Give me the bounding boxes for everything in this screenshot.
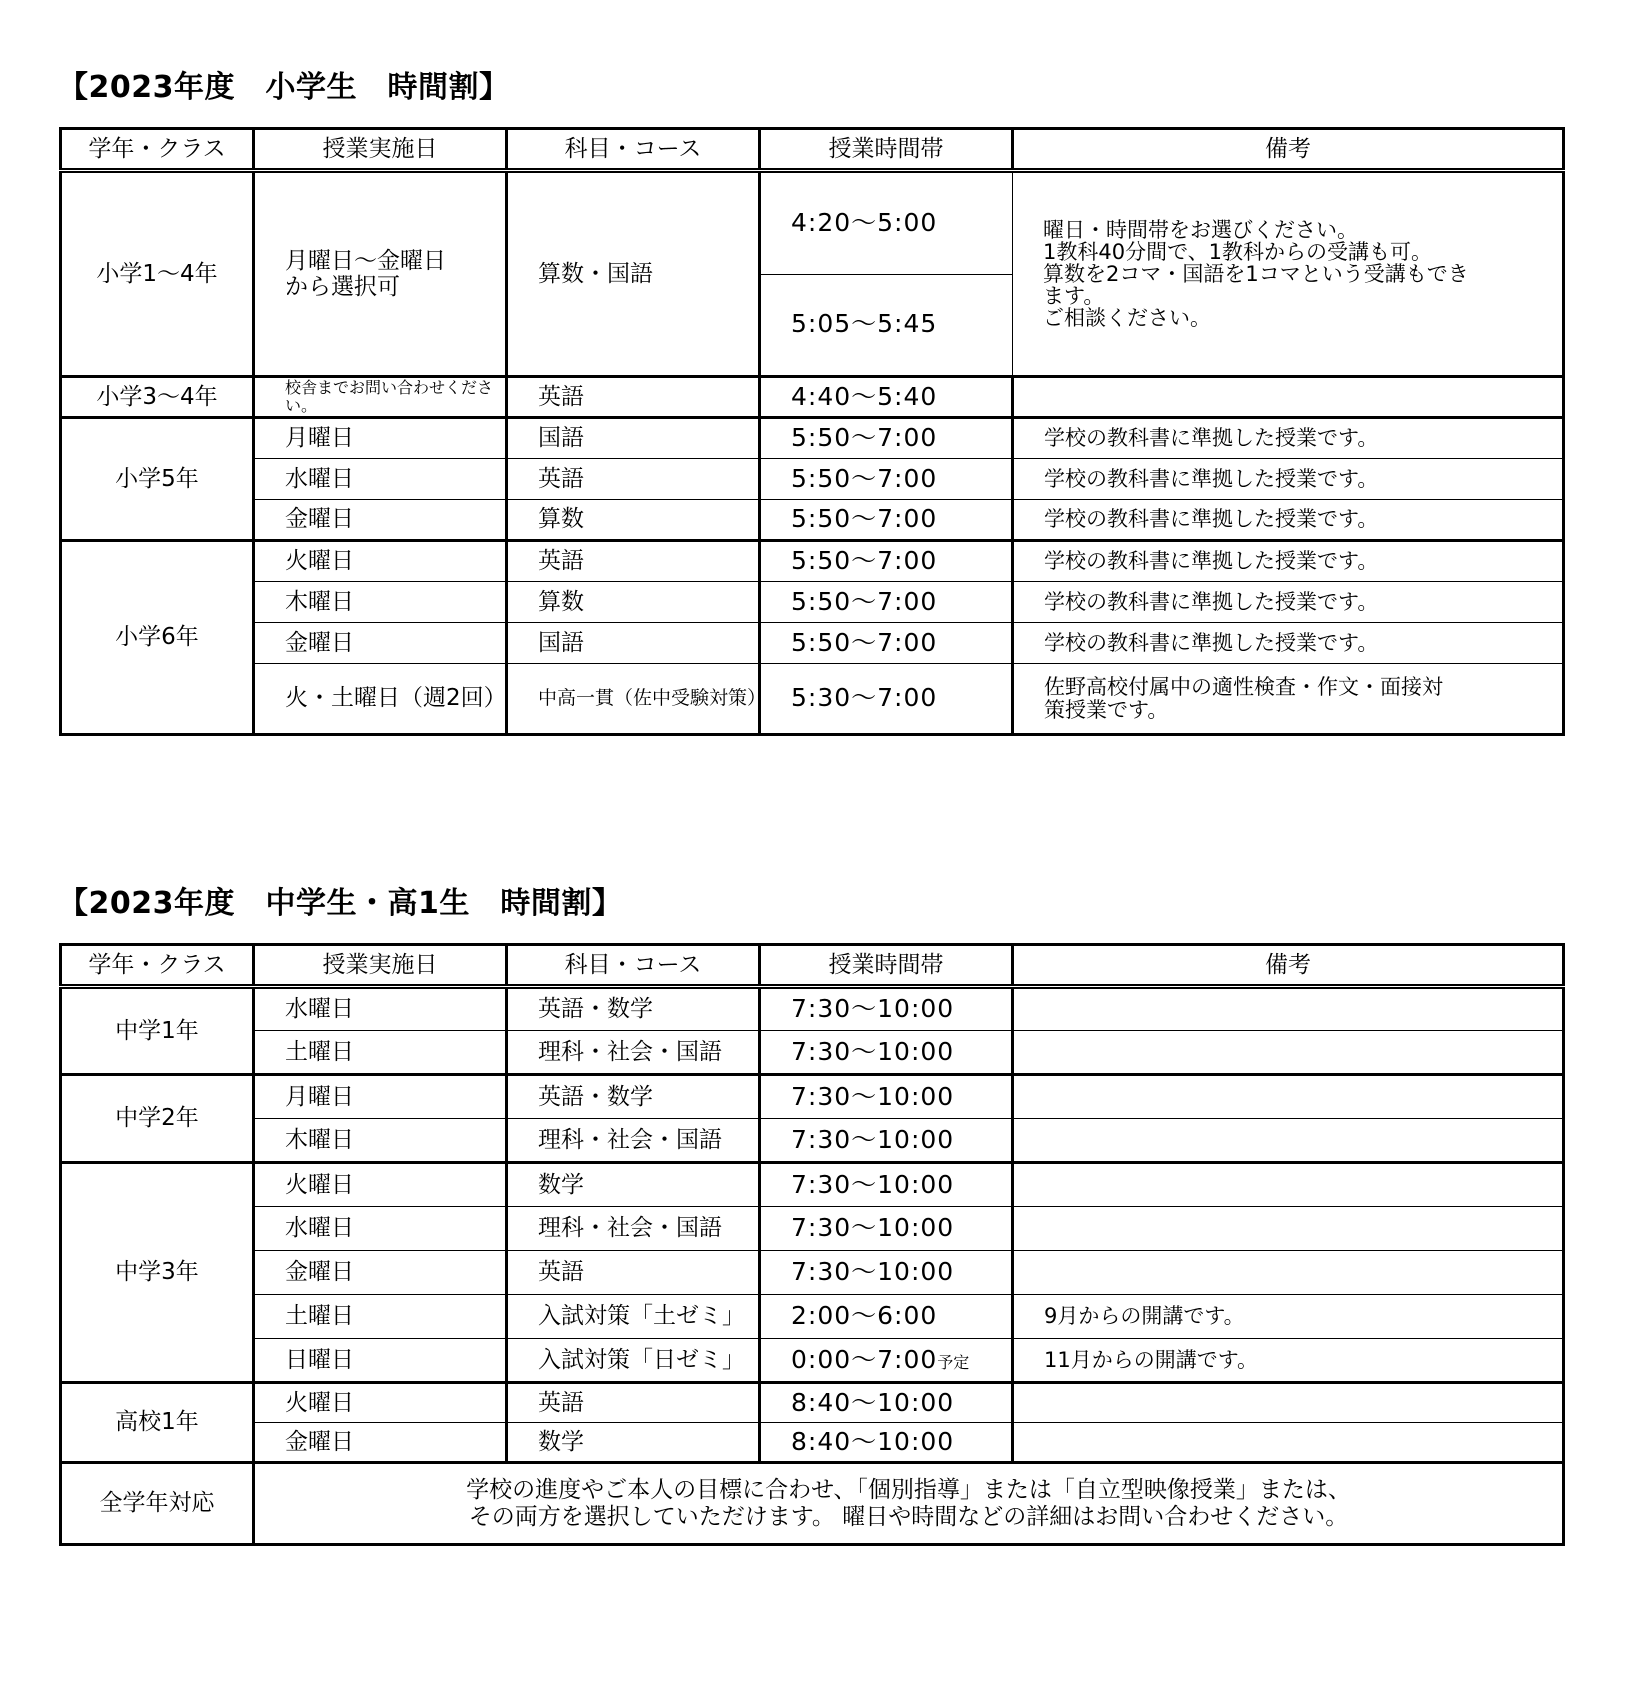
day-cell: 金曜日	[254, 1251, 507, 1295]
time-cell: 5:50～7:00	[760, 500, 1013, 541]
header-row	[61, 129, 1564, 171]
time-cell: 8:40～10:00	[760, 1423, 1013, 1463]
note-cell: 学校の教科書に準拠した授業です。	[1013, 459, 1564, 500]
note-cell	[1013, 1383, 1564, 1423]
header-row	[61, 945, 1564, 987]
day-cell: 月曜日	[254, 418, 507, 459]
note-cell	[1013, 1251, 1564, 1295]
grade-cell: 高校1年	[61, 1383, 254, 1463]
day-cell: 土曜日	[254, 1295, 507, 1339]
table-row	[61, 418, 1564, 459]
day-cell: 木曜日	[254, 1119, 507, 1163]
time-suffix: 予定	[937, 1352, 970, 1372]
note-cell: 9月からの開講です。	[1013, 1295, 1564, 1339]
note-cell	[1013, 1031, 1564, 1075]
grade-cell: 全学年対応	[61, 1463, 254, 1545]
day-cell: 火曜日	[254, 1383, 507, 1423]
elementary-timetable	[59, 127, 1565, 736]
note-line: ます。	[1043, 284, 1105, 309]
time-slot: 4:20～5:00	[761, 173, 1012, 275]
note-cell	[1013, 987, 1564, 1031]
header-time: 授業時間帯	[760, 945, 1013, 987]
time-cell: 5:30～7:00	[760, 664, 1013, 735]
time-cell: 4:40～5:40	[760, 377, 1013, 418]
note-line: 1教科40分間で、1教科からの受講も可。	[1043, 239, 1433, 264]
day-line: から選択可	[285, 274, 400, 300]
table-row	[61, 664, 1564, 735]
table-row	[61, 1463, 1564, 1545]
time-cell: 5:50～7:00	[760, 623, 1013, 664]
time-cell: 7:30～10:00	[760, 1251, 1013, 1295]
note-cell	[1013, 664, 1564, 735]
subject-cell: 算数・国語	[507, 171, 760, 377]
header-day: 授業実施日	[254, 129, 507, 171]
header-grade: 学年・クラス	[61, 129, 254, 171]
subject-cell: 英語	[507, 377, 760, 418]
subject-cell: 英語・数学	[507, 1075, 760, 1119]
day-cell: 火曜日	[254, 541, 507, 582]
time-value: 0:00～7:00	[791, 1344, 938, 1374]
day-cell: 水曜日	[254, 987, 507, 1031]
day-line: 月曜日～金曜日	[285, 247, 446, 274]
header-note: 備考	[1013, 945, 1564, 987]
table-row	[61, 1251, 1564, 1295]
junior-title: 【2023年度 中学生・高1生 時間割】	[58, 886, 623, 921]
time-cell: 7:30～10:00	[760, 1119, 1013, 1163]
header-subject: 科目・コース	[507, 129, 760, 171]
note-line: 策授業です。	[1044, 697, 1169, 722]
time-cell: 7:30～10:00	[760, 987, 1013, 1031]
note-cell	[1013, 1207, 1564, 1251]
note-cell	[1013, 1119, 1564, 1163]
day-cell: 金曜日	[254, 623, 507, 664]
note-cell: 学校の教科書に準拠した授業です。	[1013, 418, 1564, 459]
table-row	[61, 1383, 1564, 1423]
note-cell	[1013, 1075, 1564, 1119]
day-cell	[254, 171, 507, 377]
table-row	[61, 1423, 1564, 1463]
time-cell: 5:50～7:00	[760, 418, 1013, 459]
subject-cell: 理科・社会・国語	[507, 1207, 760, 1251]
table-row	[61, 500, 1564, 541]
day-cell: 火・土曜日（週2回）	[254, 664, 507, 735]
note-cell: 学校の教科書に準拠した授業です。	[1013, 623, 1564, 664]
grade-cell: 小学5年	[61, 418, 254, 541]
subject-cell: 国語	[507, 418, 760, 459]
note-line: その両方を選択していただけます。 曜日や時間などの詳細はお問い合わせください。	[468, 1503, 1349, 1530]
day-cell: 校舎までお問い合わせください。	[254, 377, 507, 418]
subject-cell: 英語	[507, 1251, 760, 1295]
note-cell	[1013, 171, 1564, 377]
table-row	[61, 1339, 1564, 1383]
subject-cell: 英語	[507, 541, 760, 582]
table-row	[61, 582, 1564, 623]
table-row	[61, 541, 1564, 582]
subject-cell: 算数	[507, 500, 760, 541]
table-row	[61, 1295, 1564, 1339]
day-cell: 月曜日	[254, 1075, 507, 1119]
subject-cell: 英語	[507, 459, 760, 500]
header-time: 授業時間帯	[760, 129, 1013, 171]
table-row	[61, 1075, 1564, 1119]
note-line: 算数を2コマ・国語を1コマという受講もでき	[1043, 261, 1469, 286]
grade-cell: 中学3年	[61, 1163, 254, 1383]
table-row	[61, 1119, 1564, 1163]
grade-cell: 小学3～4年	[61, 377, 254, 418]
time-cell: 5:50～7:00	[760, 459, 1013, 500]
grade-cell: 中学1年	[61, 987, 254, 1075]
all-grade-note	[254, 1463, 1564, 1545]
time-cell: 5:50～7:00	[760, 582, 1013, 623]
day-cell: 日曜日	[254, 1339, 507, 1383]
note-line: 学校の進度やご本人の目標に合わせ、「個別指導」または「自立型映像授業」または、	[466, 1477, 1351, 1504]
day-cell: 金曜日	[254, 500, 507, 541]
note-cell	[1013, 377, 1564, 418]
table-row	[61, 459, 1564, 500]
time-cell: 7:30～10:00	[760, 1031, 1013, 1075]
elementary-title: 【2023年度 小学生 時間割】	[58, 70, 510, 105]
grade-cell: 中学2年	[61, 1075, 254, 1163]
note-cell: 学校の教科書に準拠した授業です。	[1013, 582, 1564, 623]
time-cell: 7:30～10:00	[760, 1075, 1013, 1119]
day-cell: 木曜日	[254, 582, 507, 623]
note-cell: 学校の教科書に準拠した授業です。	[1013, 541, 1564, 582]
subject-cell: 理科・社会・国語	[507, 1031, 760, 1075]
subject-cell: 理科・社会・国語	[507, 1119, 760, 1163]
note-line: 佐野高校付属中の適性検査・作文・面接対	[1044, 675, 1443, 700]
day-cell: 水曜日	[254, 1207, 507, 1251]
note-cell	[1013, 1423, 1564, 1463]
table-row	[61, 171, 1564, 377]
table-row	[61, 623, 1564, 664]
subject-cell: 入試対策「日ゼミ」	[507, 1339, 760, 1383]
time-cell	[760, 171, 1013, 377]
grade-cell: 小学1～4年	[61, 171, 254, 377]
time-cell	[760, 1339, 1013, 1383]
day-cell: 土曜日	[254, 1031, 507, 1075]
junior-timetable	[59, 943, 1565, 1546]
time-cell: 5:50～7:00	[760, 541, 1013, 582]
note-line: 曜日・時間帯をお選びください。	[1043, 217, 1358, 242]
note-cell: 学校の教科書に準拠した授業です。	[1013, 500, 1564, 541]
time-cell: 7:30～10:00	[760, 1207, 1013, 1251]
subject-cell: 数学	[507, 1423, 760, 1463]
subject-cell: 国語	[507, 623, 760, 664]
day-cell: 金曜日	[254, 1423, 507, 1463]
header-day: 授業実施日	[254, 945, 507, 987]
time-slot: 5:05～5:45	[791, 309, 938, 339]
table-row	[61, 1031, 1564, 1075]
note-cell	[1013, 1163, 1564, 1207]
grade-cell: 小学6年	[61, 541, 254, 735]
header-note: 備考	[1013, 129, 1564, 171]
table-row	[61, 1163, 1564, 1207]
header-grade: 学年・クラス	[61, 945, 254, 987]
time-cell: 7:30～10:00	[760, 1163, 1013, 1207]
day-cell: 水曜日	[254, 459, 507, 500]
table-row	[61, 1207, 1564, 1251]
header-subject: 科目・コース	[507, 945, 760, 987]
table-row	[61, 987, 1564, 1031]
subject-cell: 中高一貫（佐中受験対策）	[507, 664, 760, 735]
time-cell: 8:40～10:00	[760, 1383, 1013, 1423]
subject-cell: 数学	[507, 1163, 760, 1207]
note-cell: 11月からの開講です。	[1013, 1339, 1564, 1383]
subject-cell: 英語・数学	[507, 987, 760, 1031]
time-cell: 2:00～6:00	[760, 1295, 1013, 1339]
note-line: ご相談ください。	[1043, 306, 1211, 331]
subject-cell: 入試対策「土ゼミ」	[507, 1295, 760, 1339]
subject-cell: 英語	[507, 1383, 760, 1423]
table-row	[61, 377, 1564, 418]
day-cell: 火曜日	[254, 1163, 507, 1207]
subject-cell: 算数	[507, 582, 760, 623]
